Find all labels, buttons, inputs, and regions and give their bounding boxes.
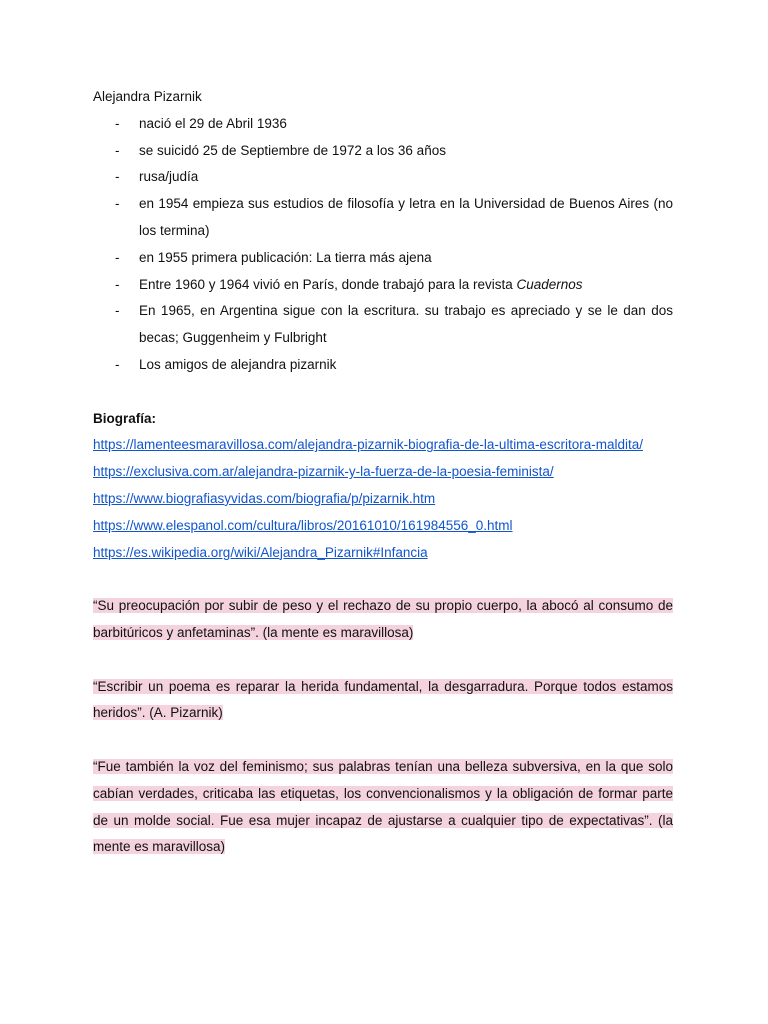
bullet-dash: -	[115, 303, 120, 319]
list-item	[93, 272, 673, 299]
links-list	[93, 432, 673, 566]
quote-3	[93, 754, 673, 861]
list-item-text: rusa/judía	[139, 169, 199, 185]
bullet-dash: -	[115, 115, 120, 131]
list-item-text: nació el 29 de Abril 1936	[139, 115, 287, 131]
document-body	[93, 84, 673, 861]
link-wikipedia[interactable]: https://es.wikipedia.org/wiki/Alejandra_Pizarnik#Infancia	[93, 544, 428, 560]
bullet-dash: -	[115, 142, 120, 158]
highlighted-quote-text: “Su preocupación por subir de peso y el rechazo de su propio cuerpo, la abocó al consumo de barbitúricos y anfetaminas”. (la mente es maravillosa)	[93, 598, 673, 640]
list-item	[93, 298, 673, 352]
list-item-text: Los amigos de alejandra pizarnik	[139, 356, 337, 372]
quote-1	[93, 593, 673, 647]
bullet-dash: -	[115, 276, 120, 292]
list-item	[93, 138, 673, 165]
list-item	[93, 111, 673, 138]
list-item-text: se suicidó 25 de Septiembre de 1972 a los 36 años	[139, 142, 446, 158]
list-item-text: En 1965, en Argentina sigue con la escritura. su trabajo es apreciado y se le dan dos becas; Guggenheim y Fulbright	[139, 303, 673, 346]
blank-line	[93, 379, 673, 406]
list-item	[93, 164, 673, 191]
list-item	[93, 191, 673, 245]
bullet-dash: -	[115, 356, 120, 372]
biografia-heading: Biografía:	[93, 410, 157, 426]
blank-line	[93, 727, 673, 754]
link-biografiasyvidas[interactable]: https://www.biografiasyvidas.com/biografia/p/pizarnik.htm	[93, 490, 436, 506]
list-item	[93, 245, 673, 272]
blank-line	[93, 566, 673, 593]
link-elespanol[interactable]: https://www.elespanol.com/cultura/libros/20161010/161984556_0.html	[93, 517, 513, 533]
blank-line	[93, 647, 673, 674]
list-item-text: en 1954 empieza sus estudios de filosofía y letra en la Universidad de Buenos Aires (no los termina)	[139, 196, 673, 238]
quote-2	[93, 674, 673, 728]
list-item-text: Entre 1960 y 1964 vivió en París, donde trabajó para la revista	[139, 276, 517, 292]
list-item-text: en 1955 primera publicación: La tierra más ajena	[139, 249, 432, 265]
highlighted-quote-text: “Escribir un poema es reparar la herida fundamental, la desgarradura. Porque todos estamos heridos”. (A. Pizarnik)	[93, 678, 673, 721]
link-exclusiva[interactable]: https://exclusiva.com.ar/alejandra-pizarnik-y-la-fuerza-de-la-poesia-feminista/	[93, 464, 554, 480]
bullet-dash: -	[115, 196, 120, 212]
list-item	[93, 352, 673, 379]
document-title: Alejandra Pizarnik	[93, 89, 202, 104]
link-lamenteesmaravillosa[interactable]: https://lamenteesmaravillosa.com/alejandra-pizarnik-biografia-de-la-ultima-escritora-maldita/	[93, 437, 643, 453]
magazine-title: Cuadernos	[516, 276, 583, 292]
bullet-dash: -	[115, 249, 120, 265]
bullet-dash: -	[115, 169, 120, 185]
highlighted-quote-text: “Fue también la voz del feminismo; sus palabras tenían una belleza subversiva, en la que solo cabían verdades, criticaba las etiquetas, los convencionalismos y la obligación de formar parte de un molde social. Fue esa mujer incapaz de ajustarse a cualquier tipo de expectativas”. (la mente es maravillosa)	[93, 758, 673, 855]
facts-list	[93, 111, 673, 379]
